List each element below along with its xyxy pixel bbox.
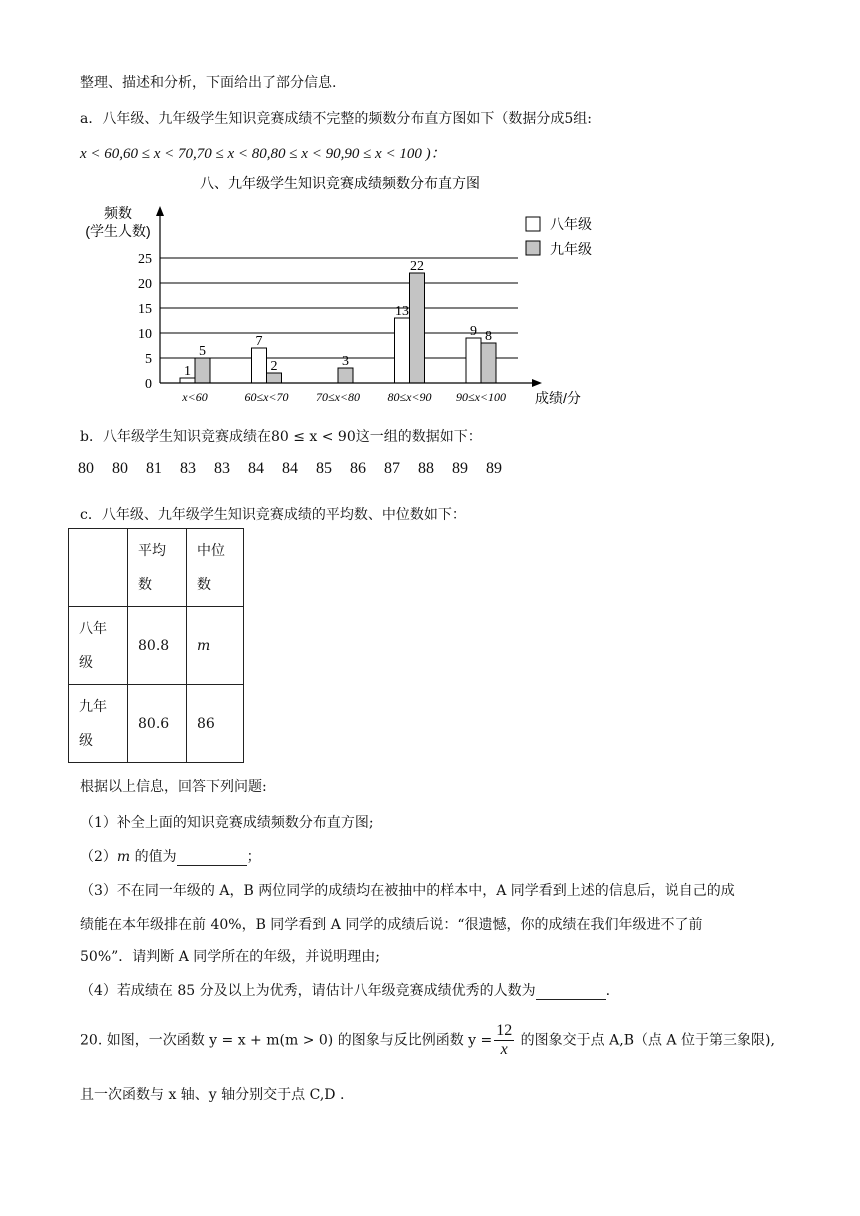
- intro-text: 整理、描述和分析，下面给出了部分信息.: [80, 75, 337, 91]
- y-tick-label: 0: [145, 377, 152, 392]
- data-value: 89: [486, 460, 502, 477]
- bar-value-label: 22: [410, 259, 424, 274]
- data-value: 87: [384, 460, 400, 477]
- table-cell-grade9-median: 86: [187, 685, 244, 763]
- y-tick-label: 25: [138, 252, 152, 267]
- table-cell-grade8-median: m: [187, 607, 244, 685]
- bar-value-label: 7: [255, 334, 263, 349]
- data-value: 80: [112, 460, 128, 477]
- table-cell-grade8-mean: 80.8: [128, 607, 187, 685]
- y-axis-label-2: (学生人数): [85, 223, 151, 239]
- data-value: 88: [418, 460, 434, 477]
- bar-grade9: [481, 343, 496, 383]
- question-3-line2: 绩能在本年级排在前 40%，B 同学看到 A 同学的成绩后说：“很遗憾，你的成绩在我们年级进不了前: [80, 917, 703, 933]
- bar-value-label: 2: [270, 359, 278, 374]
- item-c-text: c．八年级、九年级学生知识竞赛成绩的平均数、中位数如下：: [80, 507, 466, 523]
- x-tick-label: x<60: [182, 390, 208, 404]
- histogram-chart: [70, 170, 630, 410]
- bars: [180, 259, 496, 383]
- item-a-groups: x < 60,60 ≤ x < 70,70 ≤ x < 80,80 ≤ x < 90,90 ≤ x < 100 )：: [80, 146, 446, 162]
- bar-grade8: [395, 318, 410, 383]
- bar-grade9: [267, 373, 282, 383]
- y-tick-label: 20: [138, 277, 152, 292]
- problem-20-line1: 20. 如图，一次函数 y = x + m(m > 0) 的图象与反比例函数 y = $\frac{12}{x}$ 的图象交于点 A,B（点 A 位于第三象限),: [80, 1022, 775, 1058]
- grid-lines: [160, 258, 518, 358]
- bar-grade9: [195, 358, 210, 383]
- data-value: 80: [78, 460, 94, 477]
- bar-grade9: [338, 368, 353, 383]
- question-2: （2）m 的值为 ；: [80, 849, 261, 865]
- table-row-grade9-label: 九年 级: [69, 685, 128, 763]
- data-value: 84: [248, 460, 264, 477]
- question-3-line3: 50%”．请判断 A 同学所在的年级，并说明理由;: [80, 949, 381, 965]
- legend-label-grade9: 九年级: [550, 241, 592, 257]
- data-value: 83: [214, 460, 230, 477]
- item-a-text: a．八年级、九年级学生知识竞赛成绩不完整的频数分布直方图如下（数据分成5组:: [80, 111, 592, 127]
- bar-value-label: 1: [184, 364, 191, 379]
- data-value: 83: [180, 460, 196, 477]
- x-tick-label: 90≤x<100: [455, 390, 507, 404]
- chart-title: 八、九年级学生知识竞赛成绩频数分布直方图: [200, 175, 480, 191]
- question-4: （4）若成绩在 85 分及以上为优秀，请估计八年级竞赛成绩优秀的人数为 .: [80, 983, 611, 999]
- table-cell-grade9-mean: 80.6: [128, 685, 187, 763]
- table-header-mean: 平均 数: [128, 529, 187, 607]
- table-row-grade8-label: 八年 级: [69, 607, 128, 685]
- item-b-text: b．八年级学生知识竞赛成绩在80 ≤ x < 90这一组的数据如下：: [80, 429, 482, 445]
- fraction-12-over-x: $\frac{12}{x}$: [496, 1022, 513, 1058]
- answer-blank-excellent[interactable]: [536, 985, 606, 1000]
- bar-value-label: 5: [199, 344, 206, 359]
- y-axis-arrow: [156, 206, 164, 216]
- stats-table: [68, 528, 244, 763]
- answer-blank-m[interactable]: [177, 851, 247, 866]
- bar-value-label: 8: [485, 329, 492, 344]
- data-value: 84: [282, 460, 298, 477]
- y-tick-label: 15: [138, 302, 152, 317]
- data-value: 89: [452, 460, 468, 477]
- bar-value-label: 13: [395, 304, 409, 319]
- legend-swatch-grade9: [526, 241, 540, 255]
- table-header-median: 中位 数: [187, 529, 244, 607]
- x-axis-label: 成绩/分: [535, 390, 581, 406]
- x-axis-arrow: [532, 379, 542, 387]
- prompt-text: 根据以上信息，回答下列问题:: [80, 779, 267, 795]
- bar-value-label: 3: [342, 354, 349, 369]
- question-1: （1）补全上面的知识竞赛成绩频数分布直方图;: [80, 815, 374, 831]
- legend-swatch-grade8: [526, 217, 540, 231]
- y-tick-labels: [138, 252, 152, 392]
- table-corner-cell: [69, 529, 128, 607]
- y-axis-label-1: 频数: [104, 205, 132, 221]
- question-3-line1: （3）不在同一年级的 A，B 两位同学的成绩均在被抽中的样本中，A 同学看到上述的信息后，说自己的成: [80, 883, 735, 899]
- y-tick-label: 10: [138, 327, 152, 342]
- bar-grade9: [410, 273, 425, 383]
- legend-label-grade8: 八年级: [550, 216, 592, 232]
- data-value: 86: [350, 460, 366, 477]
- data-value: 85: [316, 460, 332, 477]
- chart-legend: [526, 216, 592, 257]
- bar-grade8: [466, 338, 481, 383]
- bar-grade8: [252, 348, 267, 383]
- grade8-data-row: [78, 460, 520, 478]
- data-value: 81: [146, 460, 162, 477]
- x-tick-label: 80≤x<90: [387, 390, 432, 404]
- bar-value-label: 9: [470, 324, 477, 339]
- y-tick-label: 5: [145, 352, 152, 367]
- x-tick-label: 70≤x<80: [315, 390, 361, 404]
- x-tick-labels: [181, 390, 506, 404]
- problem-20-line2: 且一次函数与 x 轴、y 轴分别交于点 C,D .: [80, 1087, 345, 1103]
- x-tick-label: 60≤x<70: [244, 390, 289, 404]
